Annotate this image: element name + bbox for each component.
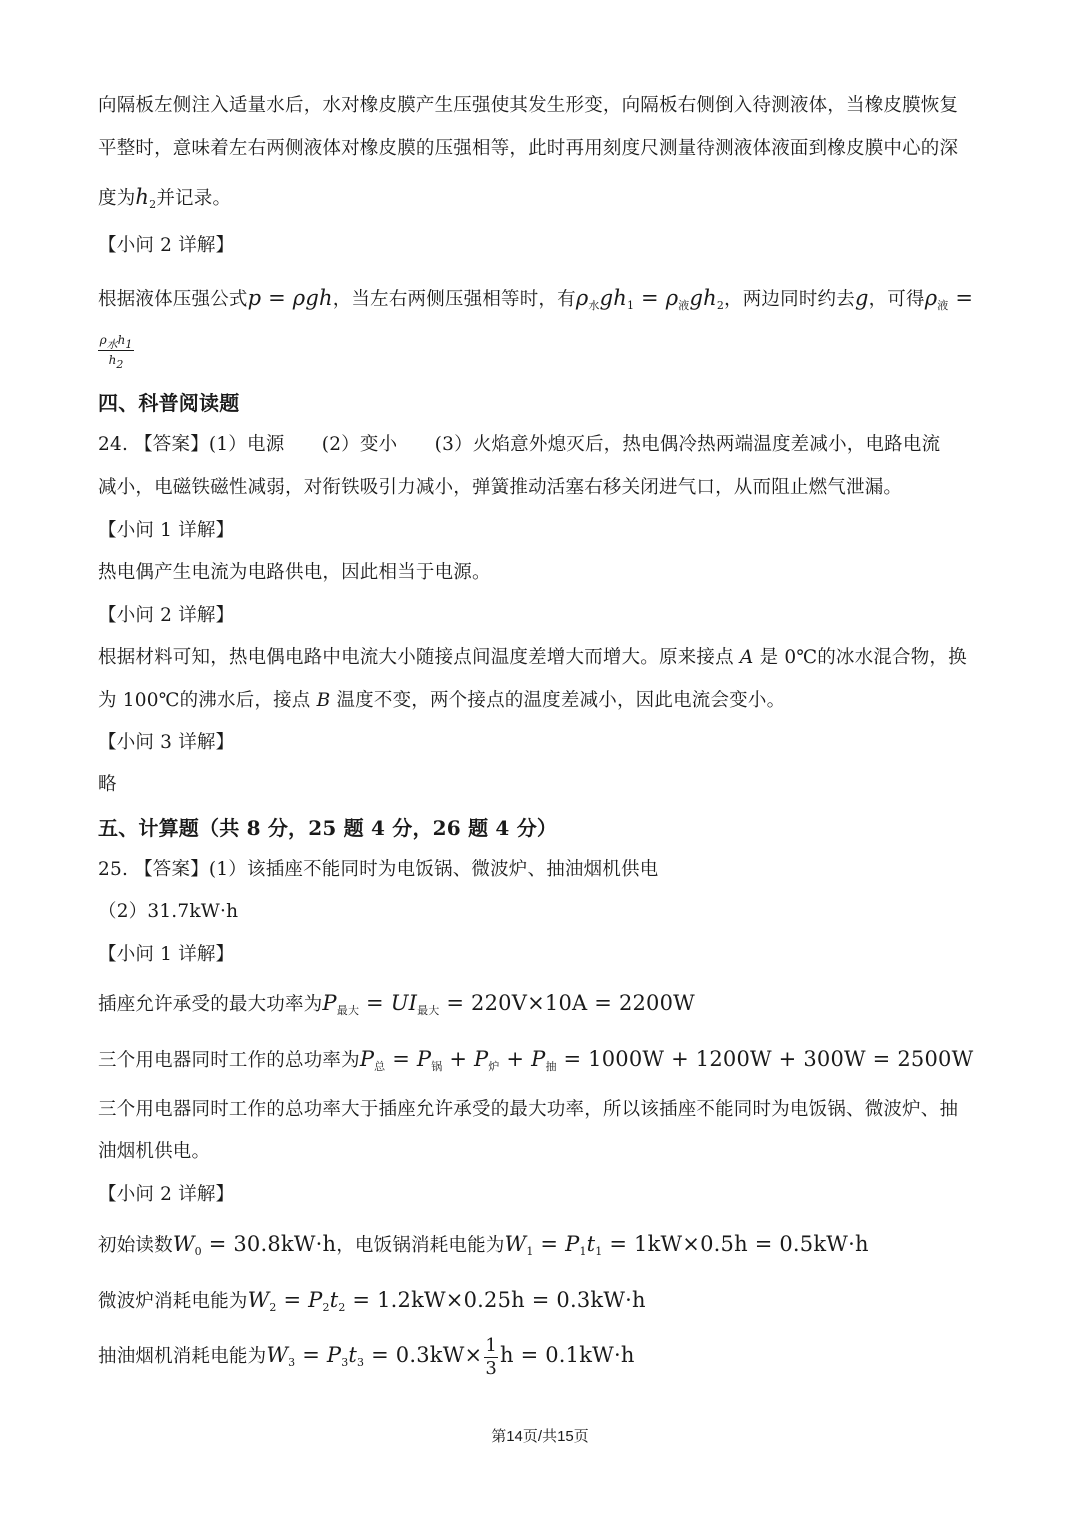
subquestion-label: 【小问 1 详解】: [98, 944, 235, 965]
formula-line: 微波炉消耗电能为$W_2 = P_2t_2 = 1.2kW\times 0.25h = 0.3kW\cdot h$: [98, 1288, 646, 1314]
formula-line: 初始读数$W_0 = 30.8kW\cdot h$，电饭锅消耗电能为$W_1 = P_1t_1 = 1kW\times 0.5h = 0.5kW\cdot h$: [98, 1232, 869, 1258]
formula-line: 插座允许承受的最大功率为$P_{最大} = UI_{最大} = 220V\times 10A = 2200W$: [98, 991, 695, 1017]
one-third-fraction: $\frac{1}{3}$: [485, 1334, 497, 1379]
text-line: 热电偶产生电流为电路供电，因此相当于电源。: [98, 562, 491, 583]
subquestion-label: 【小问 2 详解】: [98, 1184, 235, 1205]
text-line: 根据材料可知，热电偶电路中电流大小随接点间温度差增大而增大。原来接点 A 是 0℃的冰水混合物，换: [98, 647, 967, 668]
text-line: 减小，电磁铁磁性减弱，对衔铁吸引力减小，弹簧推动活塞右移关闭进气口，从而阻止燃气泄漏。: [98, 477, 903, 498]
subquestion-label: 【小问 2 详解】: [98, 605, 235, 626]
subquestion-label: 【小问 3 详解】: [98, 732, 235, 753]
text-line: 略: [98, 774, 117, 795]
formula-line: 三个用电器同时工作的总功率为$P_总 = P_锅 + P_炉 + P_抽 = 1000W + 1200W + 300W = 2500W$: [98, 1047, 974, 1073]
text-line: 平整时，意味着左右两侧液体对橡皮膜的压强相等，此时再用刻度尺测量待测液体液面到橡皮膜中心的深: [98, 138, 959, 159]
subquestion-label: 【小问 2 详解】: [98, 235, 235, 256]
text-line: 根据液体压强公式p = ρgh，当左右两侧压强相等时，有$\rho_水gh_1 = \rho_液gh_2$，两边同时约去g，可得$\rho_液$ =: [98, 286, 974, 312]
formula-line: 抽油烟机消耗电能为$W_3 = P_3t_3 = 0.3kW\times$ $\frac{1}{3}$ h = 0.1kW·h: [98, 1334, 635, 1379]
text-line: 24. 【答案】(1）电源 (2）变小 (3）火焰意外熄灭后，热电偶冷热两端温度差减小，电路电流: [98, 434, 941, 455]
density-fraction: $\rho_水h_1$ $h_2$: [99, 333, 133, 371]
text-line: 度为$h_2$并记录。: [98, 185, 232, 211]
page-footer: 第14页/共15页: [491, 1428, 589, 1445]
text-line: 油烟机供电。: [98, 1141, 211, 1162]
text-line: 25. 【答案】(1）该插座不能同时为电饭锅、微波炉、抽油烟机供电: [98, 859, 659, 880]
text-line: （2）31.7kW·h: [98, 901, 239, 922]
subquestion-label: 【小问 1 详解】: [98, 520, 235, 541]
text-line: 向隔板左侧注入适量水后，水对橡皮膜产生压强使其发生形变，向隔板右侧倒入待测液体，当橡皮膜恢复: [98, 95, 959, 116]
text-line: 为 100℃的沸水后，接点 B 温度不变，两个接点的温度差减小，因此电流会变小。: [98, 690, 786, 711]
text-line: 三个用电器同时工作的总功率大于插座允许承受的最大功率，所以该插座不能同时为电饭锅、微波炉、抽: [98, 1099, 959, 1120]
section-heading: 四、科普阅读题: [98, 391, 240, 415]
section-heading: 五、计算题（共 8 分，25 题 4 分，26 题 4 分）: [98, 816, 558, 840]
